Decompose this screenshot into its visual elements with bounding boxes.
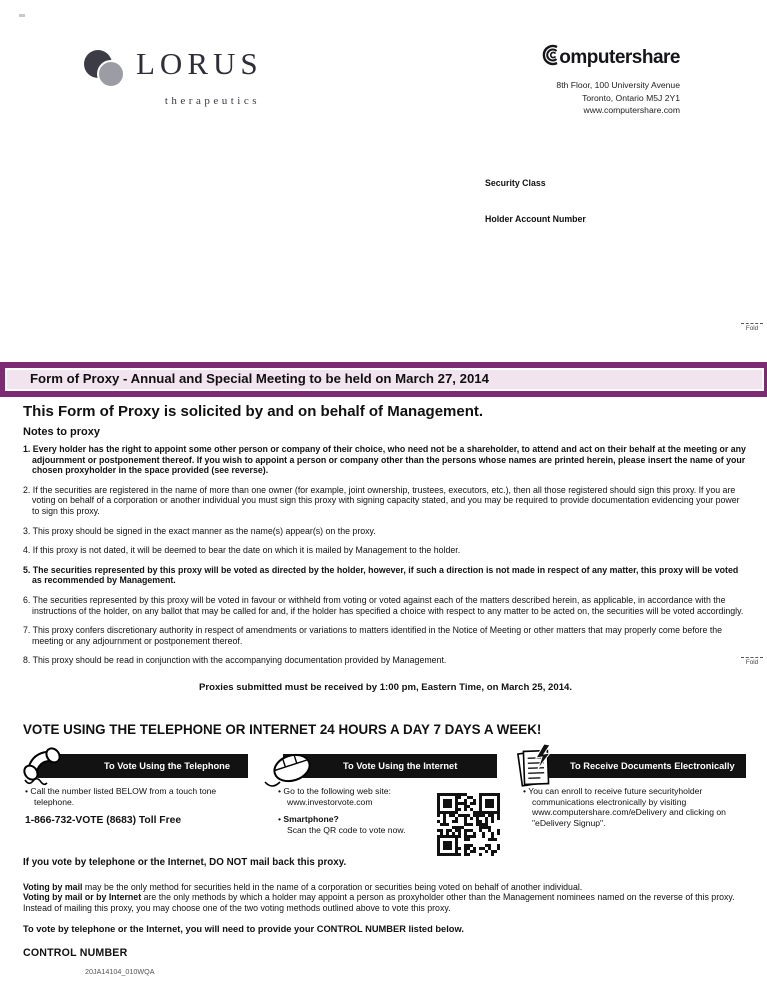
note-number: 6. bbox=[23, 594, 31, 605]
notes-section bbox=[23, 403, 748, 693]
form-title-banner bbox=[0, 362, 767, 397]
note-text: This proxy confers discretionary authority in respect of amendments or variations to matters identified in the Notice of Meeting or other matters that may properly come before the meeting or any adjournment or postponement thereof. bbox=[32, 625, 723, 646]
telephone-instructions bbox=[25, 786, 253, 827]
lorus-wordmark: LORUS bbox=[136, 46, 263, 81]
edelivery-bar bbox=[532, 754, 746, 778]
registration-mark bbox=[19, 14, 25, 17]
telephone-bar bbox=[38, 754, 248, 778]
address-line: 8th Floor, 100 University Avenue bbox=[556, 80, 680, 90]
fold-marker: Fold bbox=[741, 657, 763, 666]
internet-bar-label: To Vote Using the Internet bbox=[343, 761, 458, 771]
edelivery-instructions bbox=[523, 786, 747, 835]
computershare-logo bbox=[542, 44, 680, 71]
website-url: www.investorvote.com bbox=[287, 796, 373, 807]
control-number-note: To vote by telephone or the Internet, you will need to provide your CONTROL NUMBER listed below. bbox=[23, 924, 464, 935]
qr-code bbox=[437, 793, 500, 856]
note-number: 4. bbox=[23, 545, 31, 556]
note-text: The securities represented by this proxy will be voted as directed by the holder, however, if such a direction is not made in respect of any matter, this proxy will be voted as recommended by Management. bbox=[32, 564, 739, 586]
computershare-wordmark: omputershare bbox=[559, 46, 680, 68]
note-number: 8. bbox=[23, 655, 31, 666]
account-labels bbox=[485, 178, 586, 224]
internet-bar bbox=[283, 754, 497, 778]
address-line: www.computershare.com bbox=[583, 105, 680, 115]
lorus-logo bbox=[82, 44, 262, 107]
footer-section bbox=[23, 858, 749, 959]
internet-instructions bbox=[278, 786, 436, 842]
note-number: 2. bbox=[23, 484, 31, 495]
fold-marker: Fold bbox=[741, 323, 763, 332]
proxy-note-7 bbox=[23, 625, 748, 646]
do-not-mail-line: If you vote by telephone or the Internet, DO NOT mail back this proxy. bbox=[23, 857, 347, 868]
computershare-block bbox=[542, 44, 680, 117]
website-label: Go to the following web site: bbox=[283, 786, 391, 796]
holder-account-number-label: Holder Account Number bbox=[485, 214, 586, 224]
note-text: The securities represented by this proxy will be voted in favour or withheld from voting or voted against each of the matters described herein, as applicable, in accordance with the instructions of the holder, on any ballot that may be called for and, if the holder has specified a choice with respect to any matter to be acted on, the securities will be voted accordingly. bbox=[32, 594, 744, 616]
proxy-note-1 bbox=[23, 444, 748, 476]
note-text: This proxy should be read in conjunction with the accompanying documentation provided by Management. bbox=[32, 655, 447, 666]
document-code: 20JA14104_010WQA bbox=[85, 967, 155, 976]
vote-methods-section bbox=[23, 722, 748, 858]
smartphone-text: Scan the QR code to vote now. bbox=[287, 824, 406, 835]
voting-by-mail-internet-text: are the only methods by which a holder may appoint a person as proxyholder other than the Management nominees named on the reverse of this proxy. Instead of mailing this proxy, you may choose one of the two voting methods outlined above to vote this proxy. bbox=[23, 892, 735, 913]
note-number: 5. bbox=[23, 564, 31, 575]
proxy-note-6 bbox=[23, 595, 748, 616]
toll-free-number: 1-866-732-VOTE (8683) Toll Free bbox=[25, 815, 182, 827]
note-text: This proxy should be signed in the exact manner as the name(s) appear(s) on the proxy. bbox=[32, 525, 376, 536]
smartphone-bullet bbox=[278, 814, 436, 835]
security-class-label: Security Class bbox=[485, 178, 546, 188]
proxy-note-3 bbox=[23, 526, 748, 537]
note-number: 3. bbox=[23, 525, 31, 536]
form-title: Form of Proxy - Annual and Special Meeting to be held on March 27, 2014 bbox=[30, 371, 489, 386]
telephone-bar-label: To Vote Using the Telephone bbox=[104, 761, 231, 771]
proxy-note-5 bbox=[23, 565, 748, 586]
telephone-bullet: • Call the number listed BELOW from a touch tone telephone. bbox=[25, 786, 253, 807]
note-text: Every holder has the right to appoint some other person or company of their choice, who need not be a shareholder, to attend and act on their behalf at the meeting or any adjournment or postponement thereof. If you wish to appoint a person or company other than the persons whose names are printed herein, please insert the name of your chosen proxyholder in the space provided (see reverse). bbox=[32, 444, 746, 476]
solicited-heading: This Form of Proxy is solicited by and on behalf of Management. bbox=[23, 403, 484, 420]
voting-by-mail-lead: Voting by mail bbox=[23, 881, 83, 892]
edelivery-bullet: • You can enroll to receive future securityholder communications electronically by visiting www.computershare.com/eDelivery and clicking on "eDelivery Signup". bbox=[523, 786, 747, 828]
note-text: If the securities are registered in the name of more than one owner (for example, joint ownership, trustees, executors, etc.), then all those registered should sign this proxy. If you are voting on behalf of a corporation or another individual you must sign this proxy with signing capacity stated, and you may be required to provide documentation evidencing your power to sign this proxy. bbox=[32, 484, 740, 516]
vote-heading: VOTE USING THE TELEPHONE OR INTERNET 24 HOURS A DAY 7 DAYS A WEEK! bbox=[23, 722, 542, 737]
lorus-circles-icon bbox=[82, 44, 128, 97]
submission-deadline: Proxies submitted must be received by 1:00 pm, Eastern Time, on March 25, 2014. bbox=[198, 681, 573, 693]
note-text: If this proxy is not dated, it will be deemed to bear the date on which it is mailed by Management to the holder. bbox=[32, 545, 461, 556]
computershare-address bbox=[542, 79, 680, 117]
proxy-note-8 bbox=[23, 655, 748, 666]
lorus-tagline: therapeutics bbox=[164, 95, 260, 107]
proxy-note-2 bbox=[23, 485, 748, 517]
smartphone-label: Smartphone? bbox=[283, 814, 339, 825]
note-number: 1. bbox=[23, 444, 31, 454]
control-number-label: CONTROL NUMBER bbox=[23, 946, 128, 959]
address-line: Toronto, Ontario M5J 2Y1 bbox=[582, 92, 680, 103]
edelivery-bar-label: To Receive Documents Electronically bbox=[570, 761, 735, 771]
notes-to-proxy-heading: Notes to proxy bbox=[23, 426, 101, 438]
website-bullet bbox=[278, 786, 436, 807]
voting-by-mail-text: may be the only method for securities held in the name of a corporation or securities being voted on behalf of another individual. bbox=[82, 881, 583, 892]
computershare-c-icon bbox=[542, 44, 559, 71]
proxy-note-4 bbox=[23, 545, 748, 556]
voting-by-mail-internet-lead: Voting by mail or by Internet bbox=[23, 892, 142, 903]
voting-by-mail-paragraph bbox=[23, 882, 749, 914]
note-number: 7. bbox=[23, 625, 31, 636]
